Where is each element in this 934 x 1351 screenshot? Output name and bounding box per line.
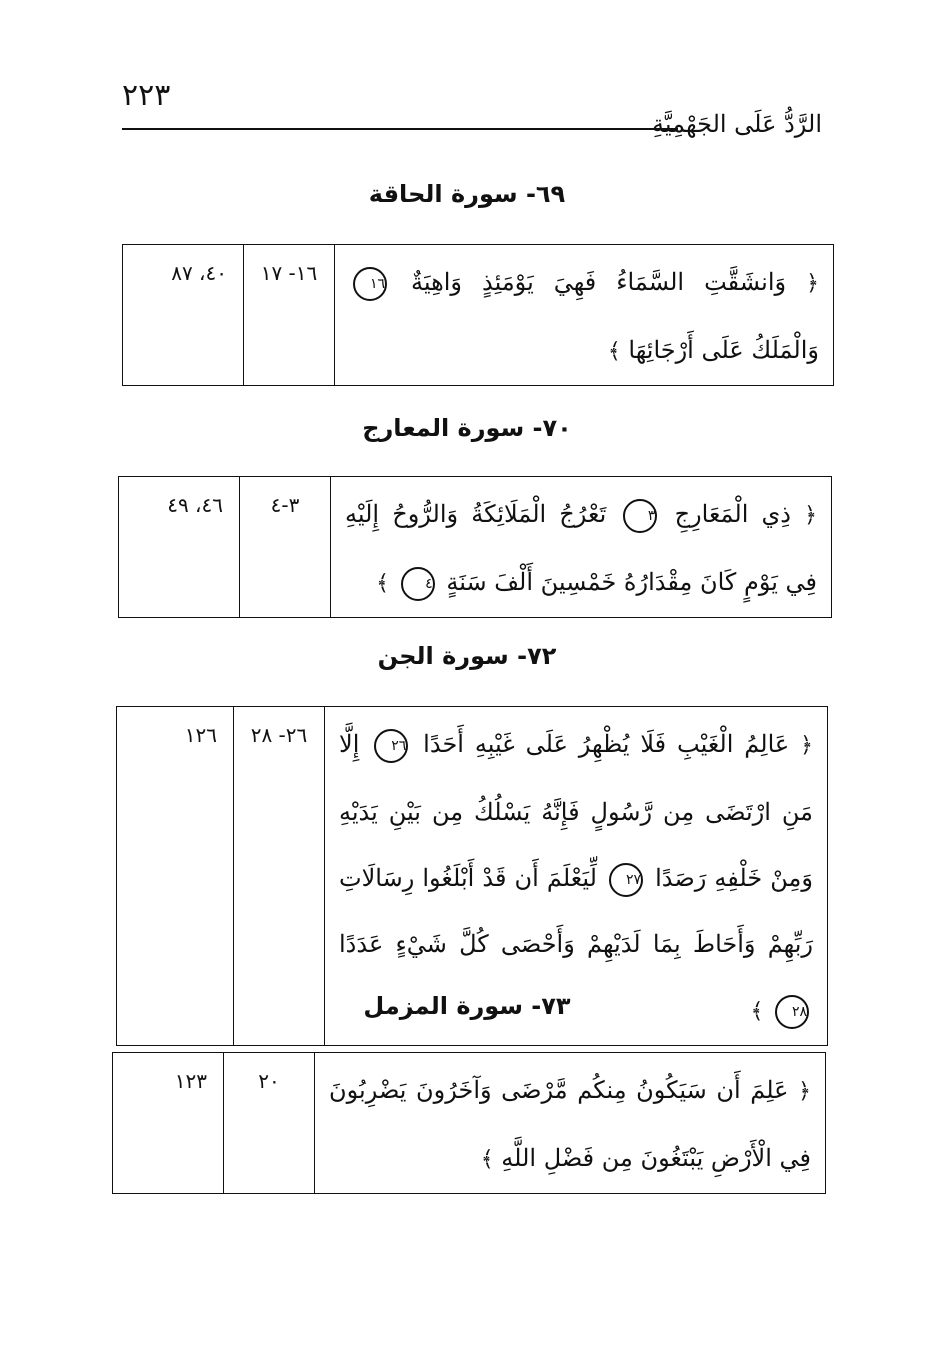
verse-numbers-cell: ٢٦- ٢٨: [234, 707, 325, 1046]
ornament-close: ﴾: [607, 339, 621, 364]
pages-cell: ١٢٦: [117, 707, 234, 1046]
ayah-cell: [335, 245, 834, 386]
ornament-open: ﴿: [798, 1079, 811, 1104]
surah-heading-al-maarij: ٧٠- سورة المعارج: [362, 414, 572, 442]
ayah-number-marker: ٢٨: [775, 995, 809, 1029]
ayah-text: عَلِمَ أَن سَيَكُونُ مِنكُم مَّرْضَى وَآخَرُونَ يَضْرِبُونَ فِي الْأَرْضِ يَبْتَغُونَ مِن فَضْلِ اللَّهِ: [329, 1076, 811, 1172]
verse-numbers-cell: ٢٠: [224, 1053, 315, 1194]
surah-heading-al-haqqah: ٦٩- سورة الحاقة: [368, 180, 566, 208]
header-rule: [122, 128, 678, 130]
ayah-text: إِلَّا مَنِ ارْتَضَى مِن رَّسُولٍ فَإِنَّهُ يَسْلُكُ مِن بَيْنِ يَدَيْهِ وَمِنْ خَلْفِهِ رَصَدًا: [339, 730, 813, 892]
reference-table-al-muzzammil: [112, 1052, 826, 1194]
ayah-number-marker: ٢٧: [609, 863, 643, 897]
table-row: [123, 245, 834, 386]
ayah-cell: [331, 477, 832, 618]
ayah-text: ذِي الْمَعَارِجِ: [674, 500, 791, 528]
verse-numbers-cell: ١٦- ١٧: [244, 245, 335, 386]
ayah-text: وَانشَقَّتِ السَّمَاءُ فَهِيَ يَوْمَئِذٍ وَاهِيَةٌ: [410, 268, 787, 296]
ayah-text: لِّيَعْلَمَ أَن قَدْ أَبْلَغُوا رِسَالَاتِ رَبِّهِمْ وَأَحَاطَ بِمَا لَدَيْهِمْ وَأَحْصَى كُلَّ شَيْءٍ عَدَدًا: [339, 864, 814, 958]
page-number: ٢٢٣: [122, 78, 171, 113]
ornament-close: ﴾: [750, 999, 764, 1024]
running-title: الرَّدُّ عَلَى الجَهْمِيَّةِ: [652, 110, 822, 138]
ornament-open: ﴿: [804, 503, 817, 528]
surah-heading-al-muzzammil: ٧٣- سورة المزمل: [363, 992, 571, 1020]
ornament-open: ﴿: [800, 733, 814, 758]
pages-cell: ١٢٣: [113, 1053, 224, 1194]
ayah-number-marker: ٢٦: [374, 729, 408, 763]
pages-cell: ٤٠، ٨٧: [123, 245, 244, 386]
ornament-open: ﴿: [806, 271, 819, 296]
ornament-close: ﴾: [480, 1147, 494, 1172]
ayah-cell: [315, 1053, 826, 1194]
ayah-text: وَالْمَلَكُ عَلَى أَرْجَائِهَا: [628, 336, 819, 364]
surah-heading-al-jinn: ٧٢- سورة الجن: [377, 642, 557, 670]
ayah-number-marker: ٤: [401, 567, 435, 601]
verse-numbers-cell: ٣-٤: [240, 477, 331, 618]
ayah-number-marker: ١٦: [353, 267, 387, 301]
ayah-number-marker: ٣: [623, 499, 657, 533]
ayah-text: عَالِمُ الْغَيْبِ فَلَا يُظْهِرُ عَلَى غَيْبِهِ أَحَدًا: [423, 730, 790, 758]
pages-cell: ٤٦، ٤٩: [119, 477, 240, 618]
reference-table-al-haqqah: [122, 244, 834, 386]
ornament-close: ﴾: [376, 571, 390, 596]
table-row: [113, 1053, 826, 1194]
ayah-text: تَعْرُجُ الْمَلَائِكَةُ وَالرُّوحُ إِلَيْهِ فِي يَوْمٍ كَانَ مِقْدَارُهُ خَمْسِينَ أَلْفَ سَنَةٍ: [345, 500, 817, 596]
reference-table-al-maarij: [118, 476, 832, 618]
table-row: [119, 477, 832, 618]
